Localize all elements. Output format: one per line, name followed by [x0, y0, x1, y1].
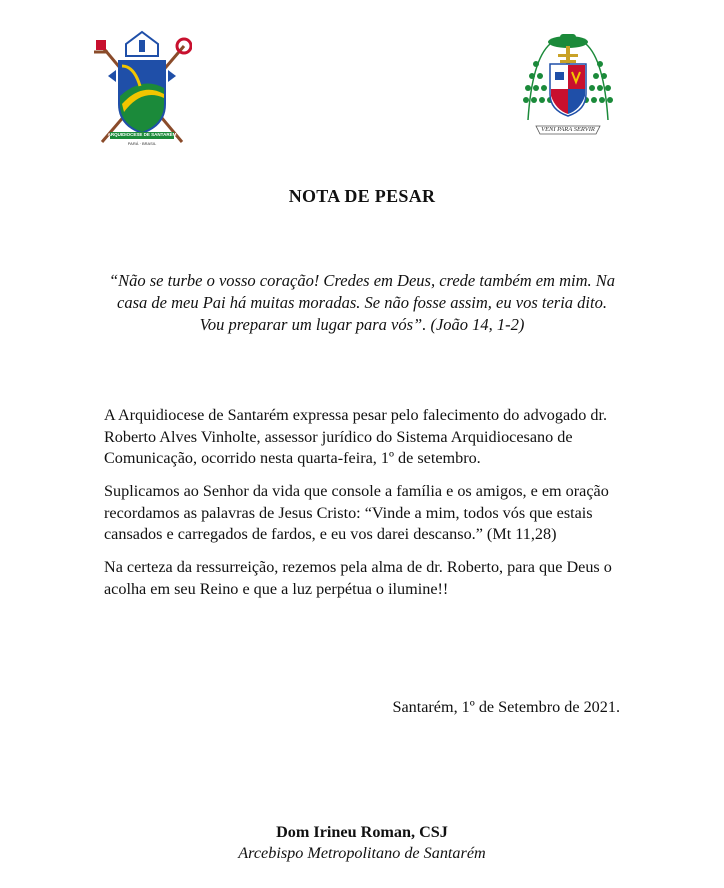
dateline: Santarém, 1º de Setembro de 2021.: [392, 698, 620, 716]
left-logo-subtext: PARÁ · BRASIL: [127, 141, 157, 146]
bible-quote: “Não se turbe o vosso coração! Credes em Deus, crede também em mim. Na casa de meu Pai há muitas moradas. Se não fosse assim, eu vos teria dito. Vou preparar um lugar para vós”. (João 14, 1-2): [108, 271, 616, 334]
page-title: NOTA DE PESAR: [288, 186, 436, 206]
signature-role: Arcebispo Metropolitano de Santarém: [238, 844, 486, 862]
paragraph-resurrection: Na certeza da ressurreição, rezemos pela alma de dr. Roberto, para que Deus o acolha em seu Reino e que a luz perpétua o ilumine!!: [104, 558, 612, 598]
left-logo-ribbon-text: ARQUIDIOCESE DE SANTARÉM: [107, 132, 177, 137]
paragraph-condolence: A Arquidiocese de Santarém expressa pesar pelo falecimento do advogado dr. Roberto Alves Vinholte, assessor jurídico do Sistema Arquidiocesano de Comunicação, ocorrido nesta quarta-feira, 1º de setembro.: [104, 406, 607, 467]
motto-text: VENI PARA SERVIR: [541, 126, 595, 133]
paragraph-prayer: Suplicamos ao Senhor da vida que console a família e os amigos, e em oração recordamos as palavras de Jesus Cristo: “Vinde a mim, todos vós que estais cansados e carregados de fardos, e eu vos darei descanso.” (Mt 11,28): [104, 482, 609, 543]
signature-name: Dom Irineu Roman, CSJ: [276, 823, 448, 841]
